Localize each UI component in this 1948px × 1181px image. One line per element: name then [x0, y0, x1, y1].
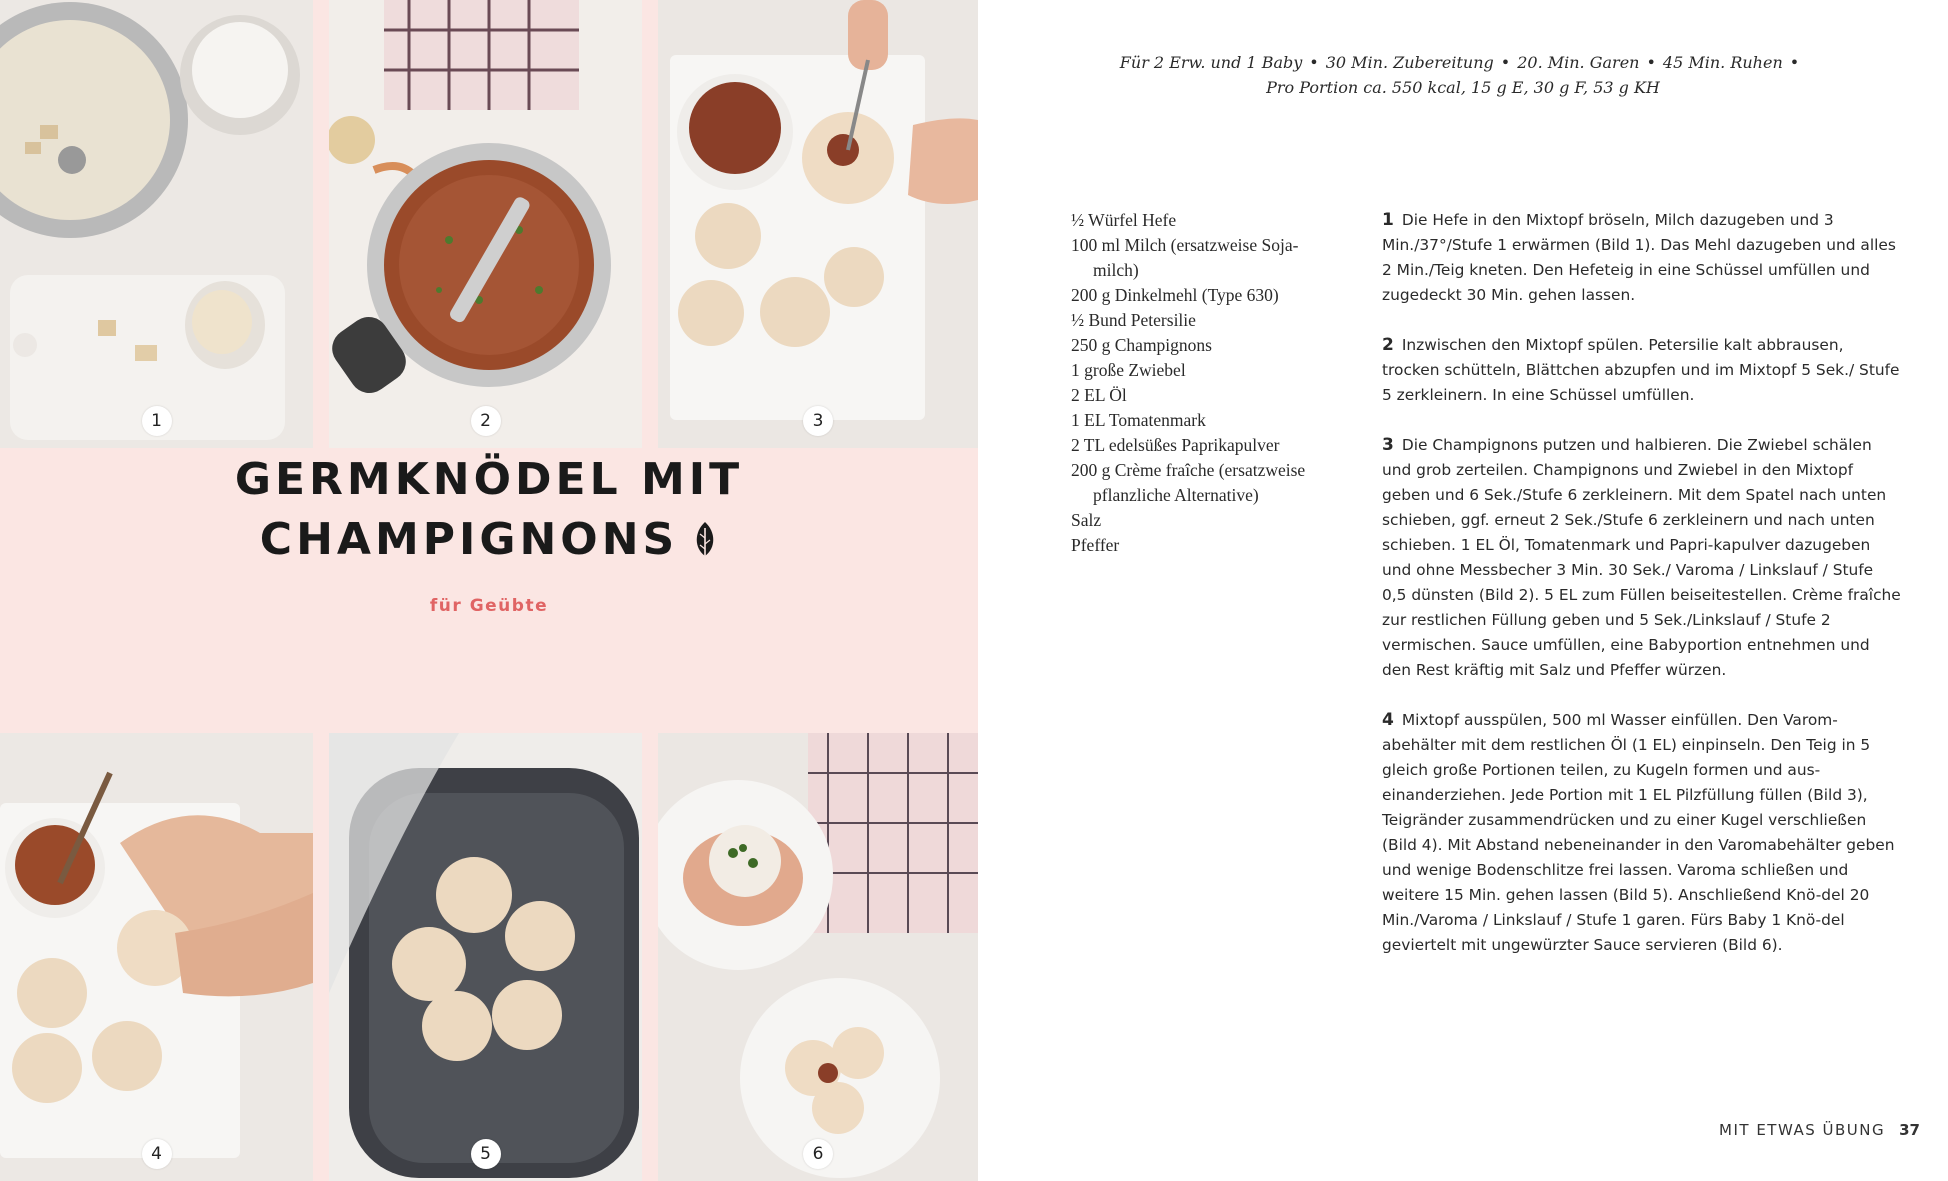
step-number: 4 [1382, 710, 1394, 730]
photo-number: 5 [471, 1139, 501, 1169]
meta-separator: • [1789, 53, 1800, 72]
step-number: 2 [1382, 335, 1394, 355]
leaf-icon [692, 520, 718, 560]
page-footer [1719, 1121, 1920, 1139]
photo-number: 3 [803, 406, 833, 436]
nutrition-info: Pro Portion ca. 550 kcal, 15 g E, 30 g F, 53 g KH [1266, 78, 1660, 97]
meta-separator: • [1646, 53, 1656, 72]
photo-2 [329, 0, 642, 448]
photo-3 [658, 0, 978, 448]
ingredient-item: 200 g Dinkelmehl (Type 630) [1071, 285, 1279, 305]
recipe-title [0, 450, 978, 570]
step-3 [1382, 433, 1902, 683]
ingredient-item: 250 g Champignons [1071, 335, 1212, 355]
ingredient-item: 1 EL Tomatenmark [1071, 410, 1206, 430]
photo-number: 1 [142, 406, 172, 436]
step-text: Inzwischen den Mixtopf spülen. Petersilie kalt abbrausen, trocken schütteln, Blättchen abzupfen und im Mixtopf 5 Sek./ Stufe 5 zerkleinern. In eine Schüssel umfüllen. [1382, 336, 1900, 404]
title-line-1: GERMKNÖDEL MIT [234, 454, 744, 505]
servings: Für 2 Erw. und 1 Baby [1119, 53, 1303, 72]
step-text: Die Hefe in den Mixtopf bröseln, Milch dazugeben und 3 Min./37°/Stufe 1 erwärmen (Bild 1). Das Mehl dazugeben und alles 2 Min./Teig kneten. Den Hefeteig in eine Schüssel umfüllen und zugedeckt 30 Min. gehen lassen. [1382, 211, 1896, 304]
ingredient-list [1071, 208, 1331, 558]
difficulty-label: für Geübte [429, 596, 549, 616]
photo-5 [329, 733, 642, 1181]
ingredient-item: Salz [1071, 510, 1102, 530]
filling-dough-ball-photo [658, 0, 978, 448]
ingredient-item: Pfeffer [1071, 535, 1120, 555]
thermomix-bowl-dough-photo [0, 0, 313, 448]
step-4 [1382, 708, 1902, 958]
title-line-2: CHAMPIGNONS [259, 514, 679, 565]
step-1 [1382, 208, 1902, 308]
varoma-dumplings-photo [329, 733, 642, 1181]
photo-1 [0, 0, 313, 448]
ingredient-item: 100 ml Milch (ersatzweise Soja-milch) [1071, 235, 1299, 280]
section-name: MIT ETWAS ÜBUNG [1719, 1121, 1886, 1139]
ingredient-item: ½ Würfel Hefe [1071, 210, 1177, 230]
photo-6 [658, 733, 978, 1181]
recipe-meta [978, 50, 1948, 100]
step-text: Die Champignons putzen und halbieren. Die Zwiebel schälen und grob zerteilen. Champignons und Zwiebel in den Mixtopf geben und 6 Sek./Stufe 6 zerkleinern. Mit dem Spatel nach unten schieben, ggf. erneut 2 Sek./Stufe 6 zerkleinern und nach unten schieben. 1 EL Öl, Tomatenmark und Papri-kapulver dazugeben und ohne Messbecher 3 Min. 30 Sek./ Varoma / Linkslauf / Stufe 0,5 dünsten (Bild 2). 5 EL zum Füllen beiseitestellen. Crème fraîche zur restlichen Füllung geben und 5 Sek./Linkslauf / Stufe 2 vermischen. Sauce umfüllen, eine Babyportion entnehmen und den Rest kräftig mit Salz und Pfeffer würzen. [1382, 436, 1901, 679]
photo-4 [0, 733, 313, 1181]
step-text: Mixtopf ausspülen, 500 ml Wasser einfüllen. Den Varom-abehälter mit dem restlichen Öl (1 EL) einpinseln. Den Teig in 5 gleich große Portionen teilen, zu Kugeln formen und aus-einanderziehen. Jede Portion mit 1 EL Pilzfüllung füllen (Bild 3), Teigränder zusammendrücken und zu einer Kugel verschließen (Bild 4). Mit Abstand nebeneinander in den Varomabehälter geben und wenige Bodenschlitze frei lassen. Varoma schließen und weitere 15 Min. gehen lassen (Bild 5). Anschließend Knö-del 20 Min./Varoma / Linkslauf / Stufe 1 garen. Fürs Baby 1 Knö-del geviertelt mit ungewürzter Sauce servieren (Bild 6). [1382, 711, 1895, 954]
title-line-2-wrap [260, 510, 718, 570]
photo-number: 6 [803, 1139, 833, 1169]
meta-separator: • [1309, 53, 1319, 72]
ingredient-item: 1 große Zwiebel [1071, 360, 1186, 380]
ingredient-item: ½ Bund Petersilie [1071, 310, 1196, 330]
instruction-steps [1382, 208, 1902, 983]
closing-dumpling-photo [0, 733, 313, 1181]
step-number: 1 [1382, 210, 1394, 230]
ingredient-item: 2 EL Öl [1071, 385, 1127, 405]
photo-number: 4 [142, 1139, 172, 1169]
mushroom-sauce-pot-photo [329, 0, 642, 448]
step-2 [1382, 333, 1902, 408]
step-number: 3 [1382, 435, 1394, 455]
served-dumplings-photo [658, 733, 978, 1181]
page-number: 37 [1899, 1121, 1920, 1139]
cook-time: 20. Min. Garen [1517, 53, 1640, 72]
rest-time: 45 Min. Ruhen [1662, 53, 1783, 72]
meta-line-1 [978, 50, 1948, 75]
recipe-title-block [0, 450, 978, 616]
prep-time: 30 Min. Zubereitung [1325, 53, 1494, 72]
photo-number: 2 [471, 406, 501, 436]
meta-separator: • [1500, 53, 1511, 72]
ingredient-item: 2 TL edelsüßes Paprikapulver [1071, 435, 1280, 455]
ingredient-item: 200 g Crème fraîche (ersatzweise pflanzliche Alternative) [1071, 460, 1306, 505]
